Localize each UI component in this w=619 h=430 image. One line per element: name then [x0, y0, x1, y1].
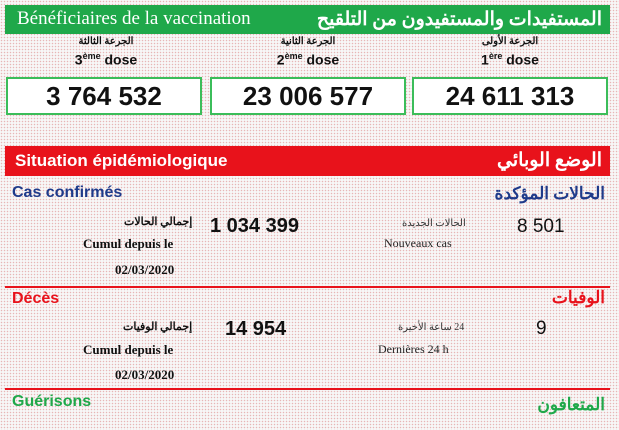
- recovered-title-ar: المتعافون: [537, 395, 605, 414]
- situation-title-ar: الوضع الوبائي: [497, 150, 602, 171]
- situation-title-fr: Situation épidémiologique: [15, 151, 228, 170]
- confirmed-new-label-ar: الحالات الجديدة: [402, 218, 466, 229]
- deaths-new-value: 9: [536, 318, 547, 339]
- deaths-new-label-fr: Dernières 24 h: [378, 342, 449, 356]
- deaths-new-label-ar: 24 ساعة الأخيرة: [398, 322, 465, 333]
- dose-3-label-ar: الجرعة الثالثة: [78, 36, 134, 47]
- section-divider: [5, 286, 610, 288]
- dose-2-heading: [208, 36, 408, 68]
- confirmed-new-label-fr: Nouveaux cas: [384, 236, 452, 250]
- confirmed-title-fr: Cas confirmés: [12, 184, 123, 201]
- dose-2-label-ar: الجرعة الثانية: [280, 36, 336, 47]
- dose-3-heading: [6, 36, 206, 68]
- dose-2-value: 23 006 577: [210, 77, 406, 115]
- situation-header: [5, 146, 610, 176]
- dose-1-label-ar: الجرعة الأولى: [481, 36, 539, 47]
- dose-1-label-fr: 1ère dose: [481, 51, 539, 68]
- vaccination-title-fr: Bénéficiaires de la vaccination: [17, 8, 251, 29]
- deaths-total-label-ar: إجمالي الوفيات: [123, 321, 193, 333]
- confirmed-cumul-label: Cumul depuis le: [83, 236, 174, 251]
- dose-1-value: 24 611 313: [412, 77, 608, 115]
- dose-3-value: 3 764 532: [6, 77, 202, 115]
- deaths-date: 02/03/2020: [115, 367, 175, 382]
- dose-3-label-fr: 3ème dose: [74, 51, 138, 68]
- confirmed-new-value: 8 501: [517, 216, 565, 237]
- confirmed-date: 02/03/2020: [115, 262, 175, 277]
- dose-2-label-fr: 2ème dose: [276, 51, 340, 68]
- confirmed-total-value: 1 034 399: [210, 215, 299, 237]
- deaths-total-value: 14 954: [225, 318, 287, 340]
- vaccination-header: [5, 5, 610, 34]
- confirmed-total-label-ar: إجمالي الحالات: [124, 216, 193, 228]
- dose-1-heading: [410, 36, 610, 68]
- deaths-cumul-label: Cumul depuis le: [83, 342, 174, 357]
- section-divider: [5, 388, 610, 390]
- confirmed-title-ar: الحالات المؤكدة: [494, 184, 605, 203]
- vaccination-title-ar: المستفيدات والمستفيدون من التلقيح: [316, 9, 602, 30]
- deaths-title-ar: الوفيات: [551, 288, 605, 307]
- recovered-title-fr: Guérisons: [12, 393, 92, 410]
- deaths-title-fr: Décès: [12, 290, 60, 307]
